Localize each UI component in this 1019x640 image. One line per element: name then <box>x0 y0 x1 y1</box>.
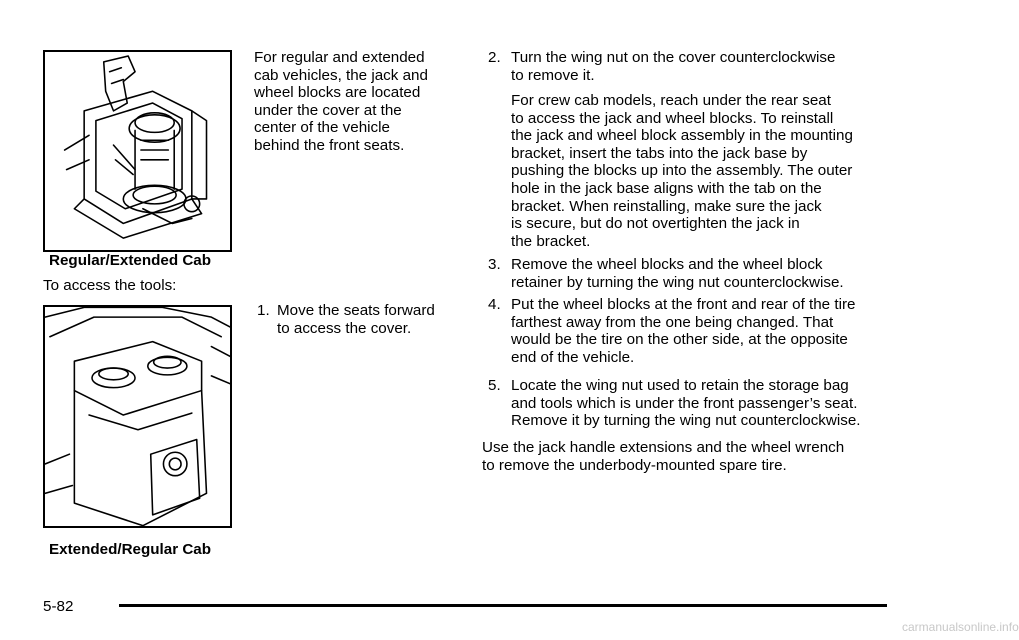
step-number: 2. <box>488 49 501 66</box>
step-text-line: Put the wheel blocks at the front and rear of the tire <box>511 296 856 313</box>
jack-assembly-drawing <box>45 52 230 250</box>
step-text-line: to remove it. <box>511 66 595 84</box>
cover-illustration-extended-regular-cab <box>43 305 232 528</box>
text-line: For crew cab models, reach under the rear seat <box>511 92 831 109</box>
text-line: under the cover at the <box>254 101 402 119</box>
step-text-line: and tools which is under the front passenger’s seat. <box>511 394 858 412</box>
footer-rule <box>119 604 887 607</box>
step-text-line: end of the vehicle. <box>511 348 635 366</box>
step-text-line: retainer by turning the wing nut counterclockwise. <box>511 273 844 291</box>
text-line: For regular and extended <box>254 49 425 66</box>
step-text-line: Remove the wheel blocks and the wheel block <box>511 256 823 273</box>
text-line: hole in the jack base aligns with the tab on the <box>511 180 822 197</box>
step-number: 1. <box>257 302 270 319</box>
text-line: bracket, insert the tabs into the jack base by <box>511 144 808 162</box>
seat-cover-drawing <box>45 307 230 526</box>
figure-caption-extended-regular-cab: Extended/Regular Cab <box>49 541 212 558</box>
page-number: 5-82 <box>43 598 74 615</box>
text-line: to remove the underbody-mounted spare tire. <box>482 456 787 474</box>
text-line: the jack and wheel block assembly in the mounting <box>511 127 853 145</box>
step-text-line: Move the seats forward <box>277 302 435 319</box>
text-line: Use the jack handle extensions and the wheel wrench <box>482 439 845 456</box>
step-text-line: Turn the wing nut on the cover counterclockwise <box>511 49 836 66</box>
figure-caption-regular-extended-cab: Regular/Extended Cab <box>49 252 212 269</box>
step-text-line: would be the tire on the other side, at the opposite <box>511 331 848 349</box>
text-line: is secure, but do not overtighten the jack in <box>511 215 800 233</box>
text-line: behind the front seats. <box>254 137 405 154</box>
text-line: to access the jack and wheel blocks. To reinstall <box>511 109 834 127</box>
text-line: center of the vehicle <box>254 119 390 137</box>
watermark: carmanualsonline.info <box>902 620 1019 634</box>
step-text-line: Remove it by turning the wing nut counterclockwise. <box>511 412 861 430</box>
step-text-line: Locate the wing nut used to retain the storage bag <box>511 377 849 394</box>
text-line: the bracket. <box>511 232 591 250</box>
access-tools-text: To access the tools: <box>43 277 177 294</box>
text-line: bracket. When reinstalling, make sure the jack <box>511 197 822 215</box>
jack-illustration-regular-extended-cab <box>43 50 232 252</box>
step-text-line: to access the cover. <box>277 319 412 337</box>
text-line: cab vehicles, the jack and <box>254 66 428 84</box>
text-line: pushing the blocks up into the assembly. The outer <box>511 162 853 180</box>
step-number: 4. <box>488 296 501 313</box>
step-number: 3. <box>488 256 501 273</box>
step-text-line: farthest away from the one being changed. That <box>511 313 834 331</box>
text-line: wheel blocks are located <box>254 84 421 102</box>
step-number: 5. <box>488 377 501 394</box>
